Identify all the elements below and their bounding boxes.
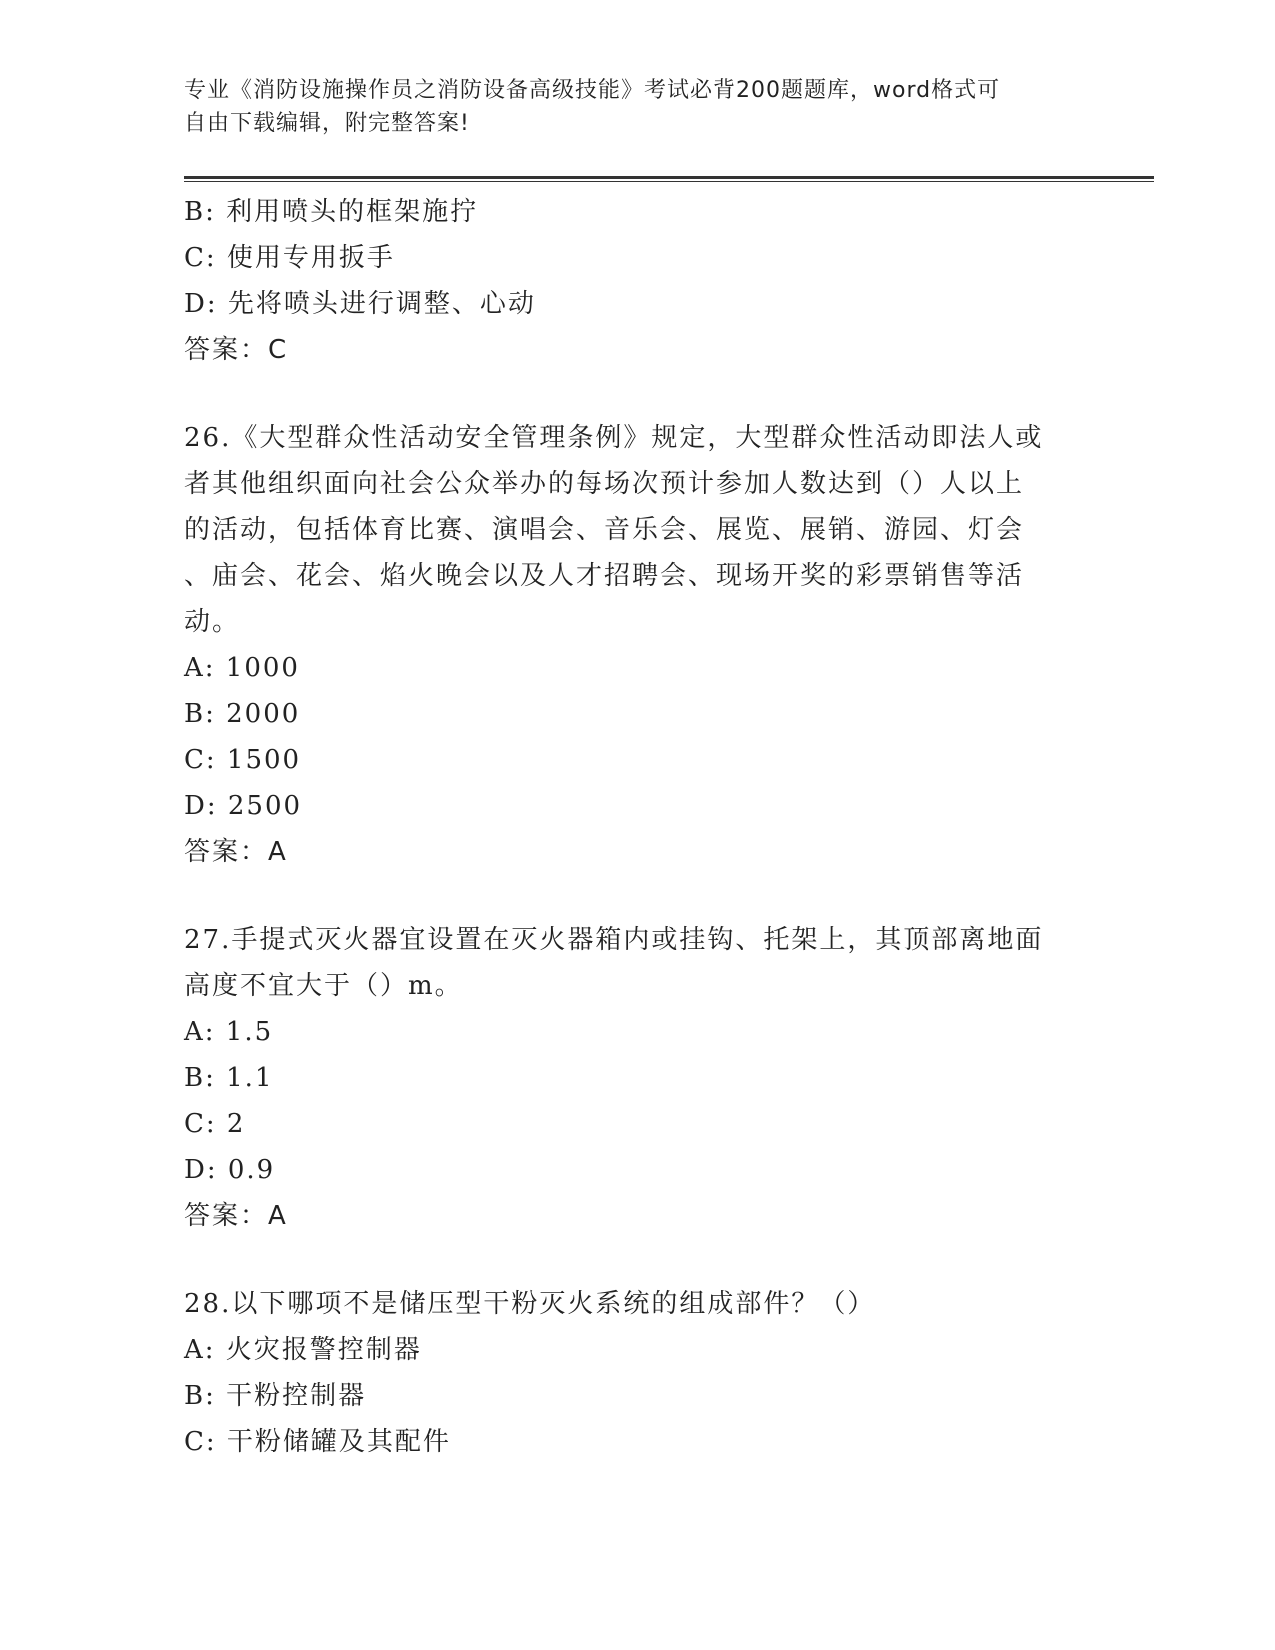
option: C: 2	[184, 1109, 246, 1139]
option: D: 2500	[184, 791, 303, 821]
question-stem: 者其他组织面向社会公众举办的每场次预计参加人数达到（）人以上	[184, 469, 1025, 499]
option: B: 干粉控制器	[184, 1381, 367, 1411]
answer: 答案：A	[184, 1201, 288, 1231]
option: B: 利用喷头的框架施拧	[184, 197, 479, 227]
header-line: 专业《消防设施操作员之消防设备高级技能》考试必背200题题库，word格式可	[184, 78, 1001, 103]
question-27	[184, 917, 1084, 1239]
option: B: 2000	[184, 699, 301, 729]
option: B: 1.1	[184, 1063, 274, 1093]
answer: 答案：A	[184, 837, 288, 867]
option: D: 0.9	[184, 1155, 276, 1185]
option: A: 1000	[184, 653, 300, 683]
question-28	[184, 1281, 1084, 1465]
option: C: 1500	[184, 745, 302, 775]
previous-question-tail	[184, 189, 1084, 373]
question-stem: 27.手提式灭火器宜设置在灭火器箱内或挂钩、托架上，其顶部离地面	[184, 925, 1044, 955]
question-stem: 、庙会、花会、焰火晚会以及人才招聘会、现场开奖的彩票销售等活	[184, 561, 1025, 591]
page-header	[184, 74, 1064, 140]
answer: 答案：C	[184, 335, 289, 365]
question-stem: 的活动，包括体育比赛、演唱会、音乐会、展览、展销、游园、灯会	[184, 515, 1025, 545]
question-stem: 26.《大型群众性活动安全管理条例》规定，大型群众性活动即法人或	[184, 423, 1044, 453]
option: A: 1.5	[184, 1017, 274, 1047]
header-rule-thick	[184, 176, 1154, 179]
question-stem: 动。	[184, 607, 241, 637]
header-line: 自由下载编辑，附完整答案!	[184, 111, 470, 136]
option: C: 干粉储罐及其配件	[184, 1427, 451, 1457]
document-body	[184, 189, 1084, 1465]
header-rule-thin	[184, 181, 1154, 182]
question-stem: 高度不宜大于（）m。	[184, 971, 463, 1001]
question-stem: 28.以下哪项不是储压型干粉灭火系统的组成部件？（）	[184, 1289, 876, 1319]
option: C: 使用专用扳手	[184, 243, 395, 273]
option: A: 火灾报警控制器	[184, 1335, 422, 1365]
question-26	[184, 415, 1084, 875]
option: D: 先将喷头进行调整、心动	[184, 289, 536, 319]
